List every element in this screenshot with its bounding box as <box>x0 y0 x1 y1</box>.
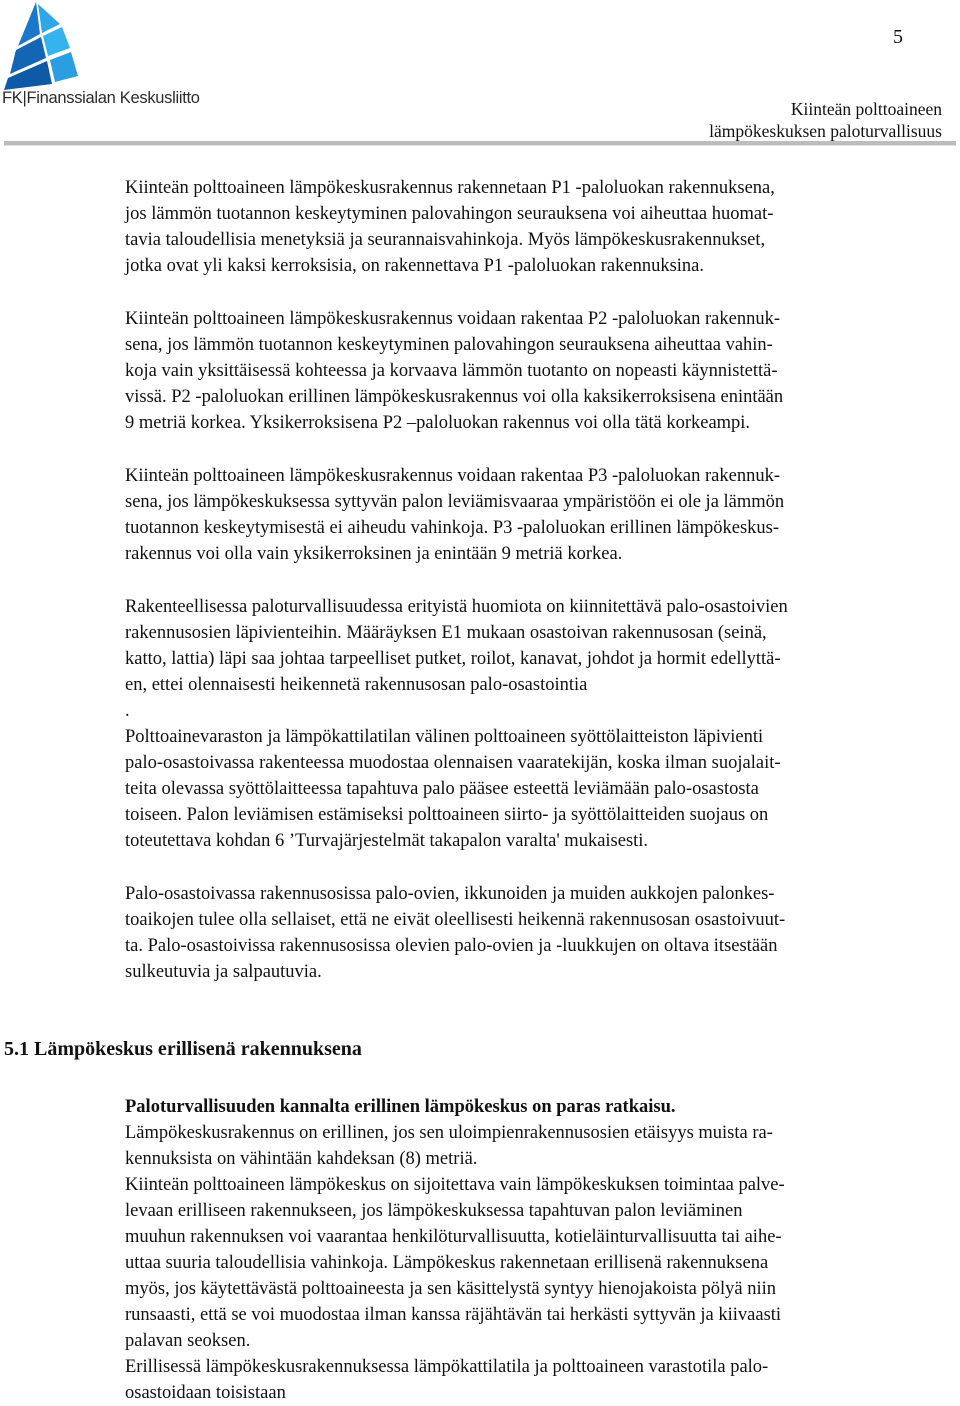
text-line: Kiinteän polttoaineen lämpökeskus on sijoitettava vain lämpökeskuksen toimintaa palve- <box>125 1175 785 1195</box>
text-line: muuhun rakennuksen voi vaarantaa henkilöturvallisuutta, kotieläinturvallisuutta tai aihe- <box>125 1227 782 1247</box>
text-line: ta. Palo-osastoivissa rakennusosissa olevien palo-ovien ja -luukkujen on oltava itsestään <box>125 936 778 956</box>
text-line: toiseen. Palon leviämisen estämiseksi polttoaineen siirto- ja syöttölaitteiden suojaus on <box>125 805 769 825</box>
text-line: en, ettei olennaisesti heikennetä rakennusosan palo-osastointia <box>125 675 588 695</box>
text-line: rakennusosien läpivienteihin. Määräyksen E1 mukaan osastoivan rakennusosan (seinä, <box>125 623 767 643</box>
document-header-title <box>709 98 942 142</box>
section-heading: 5.1 Lämpökeskus erillisenä rakennuksena <box>4 1038 362 1060</box>
text-line: Polttoainevaraston ja lämpökattilatilan välinen polttoaineen syöttölaitteiston läpivienti <box>125 727 764 747</box>
text-line: levaan erilliseen rakennukseen, jos lämpökeskuksessa tapahtuvan palon leviäminen <box>125 1201 743 1221</box>
paragraph-p1-class <box>125 175 945 279</box>
text-line: Kiinteän polttoaineen lämpökeskusrakennus voidaan rakentaa P2 -paloluokan rakennuk- <box>125 309 781 329</box>
paragraph-p2-class <box>125 306 945 436</box>
text-line: palavan seoksen. <box>125 1331 251 1351</box>
page-number: 5 <box>893 26 903 48</box>
paragraph-p3-class <box>125 463 945 567</box>
paragraph-penetrations <box>125 594 945 854</box>
text-line: vissä. P2 -paloluokan erillinen lämpökeskusrakennus voi olla kaksikerroksisena enintään <box>125 387 784 407</box>
text-line: Lämpökeskusrakennus on erillinen, jos sen uloimpienrakennusosien etäisyys muista ra- <box>125 1123 773 1143</box>
text-line: sena, jos lämmön tuotannon keskeytyminen palovahingon seurauksena aiheuttaa vahin- <box>125 335 773 355</box>
header-title-line: lämpökeskuksen paloturvallisuus <box>709 121 942 141</box>
text-line: jos lämmön tuotannon keskeytyminen palovahingon seurauksena voi aiheuttaa huomat- <box>125 204 774 224</box>
text-line: runsaasti, että se voi muodostaa ilman kanssa räjähtävän tai herkästi syttyvän ja kiivaasti <box>125 1305 782 1325</box>
text-line: rakennus voi olla vain yksikerroksinen ja enintään 9 metriä korkea. <box>125 544 623 564</box>
text-line: kennuksista on vähintään kahdeksan (8) metriä. <box>125 1149 478 1169</box>
text-line: toaikojen tulee olla sellaiset, että ne eivät oleellisesti heikennä rakennusosan osastoivuut- <box>125 910 786 930</box>
text-line: uttaa suuria taloudellisia vahinkoja. Lämpökeskus rakennetaan erillisenä rakennuksena <box>125 1253 769 1273</box>
text-line: . <box>125 701 130 721</box>
text-line: tuotannon keskeytymisestä ei aiheudu vahinkoja. P3 -paloluokan erillinen lämpökeskus- <box>125 518 780 538</box>
text-line: 9 metriä korkea. Yksikerroksisena P2 –paloluokan rakennus voi olla tätä korkeampi. <box>125 413 751 433</box>
text-line: sena, jos lämpökeskuksessa syttyvän palon leviämisvaaraa ympäristöön ei ole ja lämmön <box>125 492 785 512</box>
bold-lead-line: Paloturvallisuuden kannalta erillinen lämpökeskus on paras ratkaisu. <box>125 1097 676 1117</box>
text-line: teita olevassa syöttölaitteessa tapahtuva palo pääsee esteettä leviämään palo-osastosta <box>125 779 759 799</box>
text-line: Erillisessä lämpökeskusrakennuksessa lämpökattilatila ja polttoaineen varastotila palo- <box>125 1357 769 1377</box>
text-line: Palo-osastoivassa rakennusosissa palo-ovien, ikkunoiden ja muiden aukkojen palonkes- <box>125 884 775 904</box>
header-title-line: Kiinteän polttoaineen <box>790 99 942 119</box>
fk-logo-mark-icon <box>0 0 80 92</box>
text-line: koja vain yksittäisessä kohteessa ja korvaava lämmön tuotanto on nopeasti käynnistettä- <box>125 361 778 381</box>
text-line: toteutettava kohdan 6 ’Turvajärjestelmät takapalon varalta' mukaisesti. <box>125 831 649 851</box>
text-line: Kiinteän polttoaineen lämpökeskusrakennus rakennetaan P1 -paloluokan rakennuksena, <box>125 178 775 198</box>
fk-logo <box>0 0 200 118</box>
text-line: jotka ovat yli kaksi kerroksisia, on rakennettava P1 -paloluokan rakennuksina. <box>125 256 705 276</box>
text-line: sulkeutuvia ja salpautuvia. <box>125 962 322 982</box>
text-line: Rakenteellisessa paloturvallisuudessa erityistä huomiota on kiinnitettävä palo-osastoivien <box>125 597 788 617</box>
paragraph-fire-doors <box>125 881 945 985</box>
logo-text: FK|Finanssialan Keskusliitto <box>2 89 200 107</box>
text-line: myös, jos käytettävästä polttoaineesta ja sen käsittelystä syntyy hienojakoista pölyä niin <box>125 1279 776 1299</box>
text-line: osastoidaan toisistaan <box>125 1383 286 1403</box>
text-line: tavia taloudellisia menetyksiä ja seurannaisvahinkoja. Myös lämpökeskusrakennukset, <box>125 230 766 250</box>
section-paragraph <box>125 1094 945 1406</box>
text-line: katto, lattia) läpi saa johtaa tarpeelliset putket, roilot, kanavat, johdot ja hormit edellyttä- <box>125 649 781 669</box>
header-divider <box>4 141 956 146</box>
text-line: Kiinteän polttoaineen lämpökeskusrakennus voidaan rakentaa P3 -paloluokan rakennuk- <box>125 466 781 486</box>
text-line: palo-osastoivassa rakenteessa muodostaa olennaisen vaaratekijän, koska ilman suojalait- <box>125 753 781 773</box>
